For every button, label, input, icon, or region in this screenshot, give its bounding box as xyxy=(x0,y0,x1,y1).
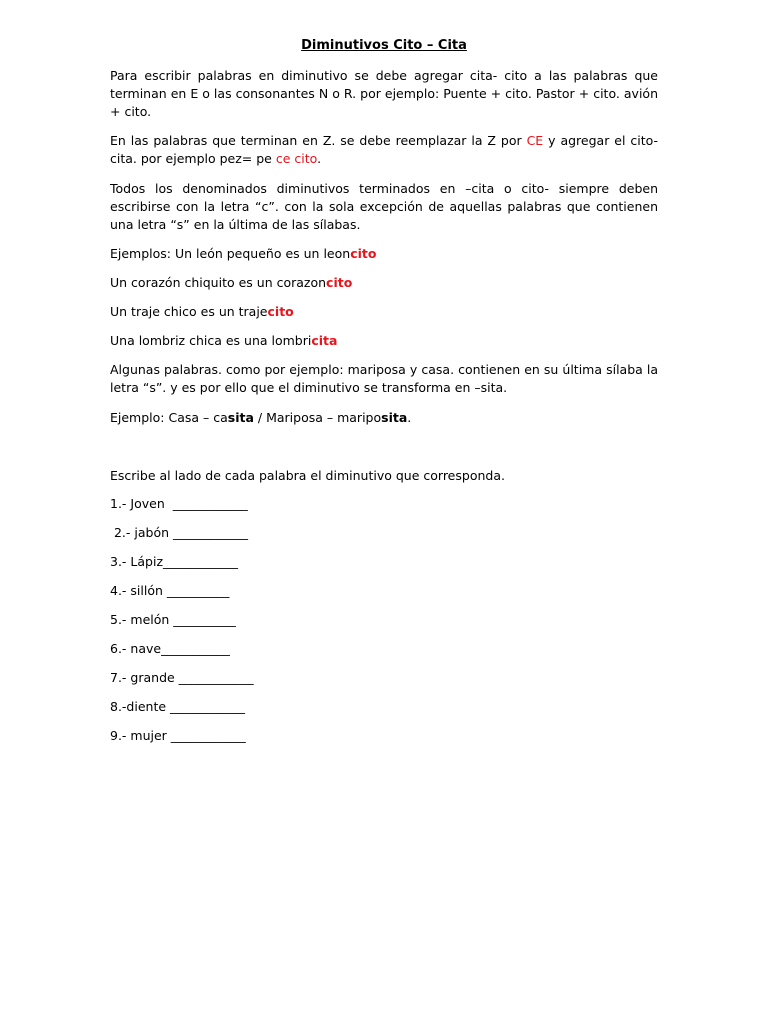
answer-blank[interactable]: ____________ xyxy=(170,699,246,714)
exercise-word: 2.- jabón xyxy=(110,525,173,540)
exercise-word: 7.- grande xyxy=(110,670,179,685)
exercise-item xyxy=(110,611,670,629)
example-line xyxy=(110,332,670,350)
answer-blank[interactable]: ____________ xyxy=(172,496,248,511)
example-text: Un corazón chiquito es un corazon xyxy=(110,275,327,290)
example-line xyxy=(110,303,670,321)
exercise-word: 5.- melón xyxy=(110,612,174,627)
exercise-word: 1.- Joven xyxy=(110,496,173,511)
exercise-word: 3.- Lápiz xyxy=(110,554,164,569)
example-line xyxy=(110,245,670,263)
answer-blank[interactable]: ____________ xyxy=(178,670,254,685)
answer-blank[interactable]: __________ xyxy=(173,612,236,627)
example-text: Ejemplo: Casa – ca xyxy=(110,410,228,425)
example-suffix-sita: sita xyxy=(381,410,408,425)
example-suffix: cito xyxy=(350,246,377,261)
exercise-item xyxy=(110,553,670,571)
exercise-item xyxy=(110,669,670,687)
exercise-word: 8.-diente xyxy=(110,699,171,714)
p2-text-a: En las palabras que terminan en Z. se debe reemplazar la Z por xyxy=(110,133,527,148)
example-suffix-sita: sita xyxy=(227,410,254,425)
answer-blank[interactable]: __________ xyxy=(166,583,230,598)
exercise-word: 4.- sillón xyxy=(110,583,167,598)
exercise-word: 9.- mujer xyxy=(110,728,171,743)
exercise-instruction: Escribe al lado de cada palabra el diminutivo que corresponda. xyxy=(110,468,505,483)
example-suffix: cito xyxy=(267,304,294,319)
example-suffix: cita xyxy=(311,333,338,348)
exercise-word: 6.- nave xyxy=(110,641,162,656)
answer-blank[interactable]: ___________ xyxy=(161,641,230,656)
paragraph-c-rule: Todos los denominados diminutivos terminados en –cita o cito- siempre deben escribirse con la letra “c”. con la sola excepción de aquellas palabras que contienen una letra “s” en la última de las sílabas. xyxy=(110,181,658,232)
answer-blank[interactable]: ____________ xyxy=(163,554,239,569)
exercise-item xyxy=(110,640,670,658)
example-suffix: cito xyxy=(326,275,353,290)
exercise-item xyxy=(110,698,670,716)
p2-highlight-ce-cito: ce cito xyxy=(275,151,318,166)
example-text: / Mariposa – maripo xyxy=(253,410,382,425)
exercise-item xyxy=(110,727,670,745)
example-text: Ejemplos: Un león pequeño es un leon xyxy=(110,246,351,261)
p2-text-c: y agregar el cito- cita. por ejemplo pez= pe xyxy=(110,133,658,166)
exercise-item xyxy=(110,524,670,542)
exercise-item xyxy=(110,582,670,600)
exercise-item xyxy=(110,495,670,513)
example-text: Un traje chico es un traje xyxy=(110,304,268,319)
example-text: Una lombriz chica es una lombri xyxy=(110,333,312,348)
example-text: . xyxy=(407,410,412,425)
example-casa-mariposa xyxy=(110,409,670,427)
answer-blank[interactable]: ____________ xyxy=(170,728,246,743)
paragraph-intro: Para escribir palabras en diminutivo se debe agregar cita- cito a las palabras que terminan en E o las consonantes N o R. por ejemplo: Puente + cito. Pastor + cito. avión + cito. xyxy=(110,68,658,119)
example-line xyxy=(110,274,670,292)
paragraph-s-rule: Algunas palabras. como por ejemplo: mariposa y casa. contienen en su última sílaba la letra “s”. y es por ello que el diminutivo se transforma en –sita. xyxy=(110,362,658,395)
page-title: Diminutivos Cito – Cita xyxy=(301,38,467,53)
paragraph-z-rule xyxy=(110,132,658,168)
answer-blank[interactable]: ____________ xyxy=(173,525,248,540)
p2-highlight-ce: CE xyxy=(526,133,544,148)
p2-text-e: . xyxy=(317,151,322,166)
